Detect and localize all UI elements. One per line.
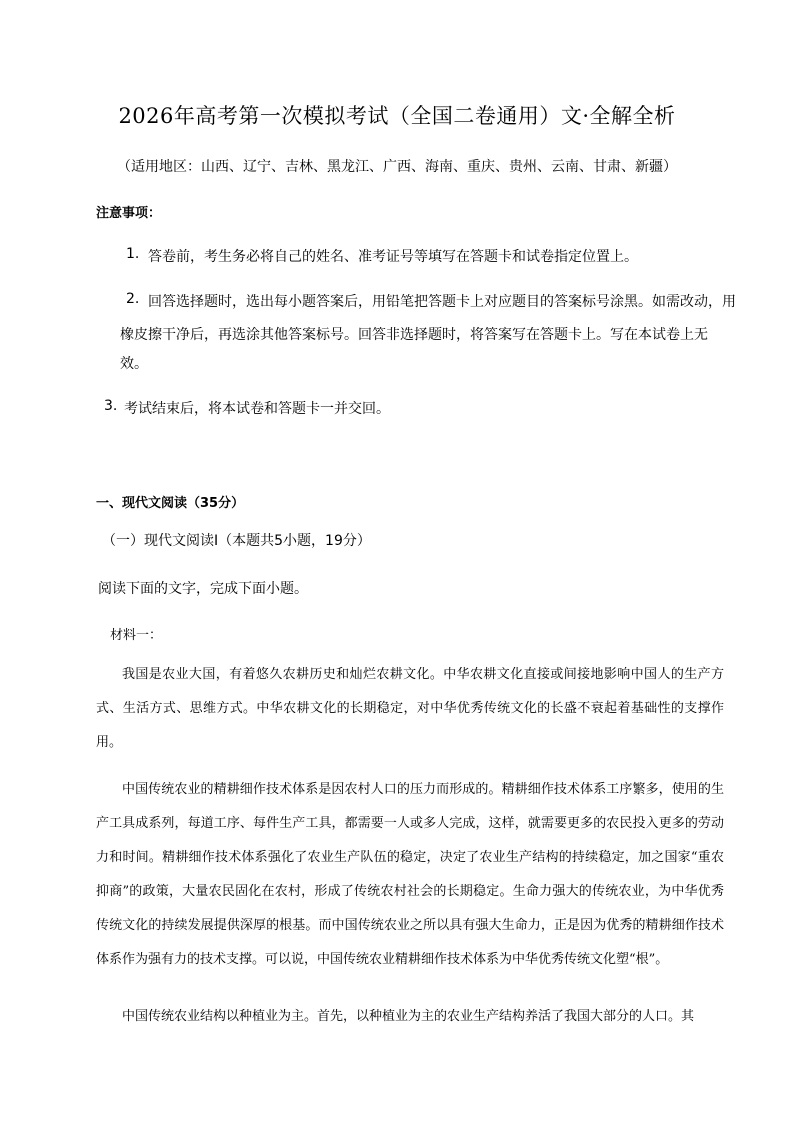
reading-instruction: 阅读下面的文字，完成下面小题。 <box>98 581 308 597</box>
material-paragraph-3: 中国传统农业结构以种植业为主。首先，以种植业为主的农业生产结构养活了我国大部分的人口。其 <box>122 1009 695 1024</box>
notice-item-3-text: 考试结束后，将本试卷和答题卡一并交回。 <box>124 401 390 417</box>
notice-item-2-text-line2: 橡皮擦干净后，再选涂其他答案标号。回答非选择题时，将答案写在答题卡上。写在本试卷上无 <box>120 327 708 343</box>
notice-item-1-number: 1. <box>126 246 140 262</box>
material-paragraph-2: 中国传统农业的精耕细作技术体系是因农村人口的压力而形成的。精耕细作技术体系工序繁多，使用的生产工具成系列，每道工序、每件生产工具，都需要一人或多人完成，这样，就需要更多的农民投入更多的劳动力和时间。精耕细作技术体系强化了农业生产队伍的稳定，决定了农业生产结构的持续稳定，加之国家“重农抑商”的政策，大量农民固化在农村，形成了传统农村社会的长期稳定。生命力强大的传统农业，为中华优秀传统文化的持续发展提供深厚的根基。而中国传统农业之所以具有强大生命力，正是因为优秀的精耕细作技术体系作为强有力的技术支撑。可以说，中国传统农业精耕细作技术体系为中华优秀传统文化塑“根”。 <box>96 782 724 967</box>
material-paragraph-1: 我国是农业大国，有着悠久农耕历史和灿烂农耕文化。中华农耕文化直接或间接地影响中国人的生产方式、生活方式、思维方式。中华农耕文化的长期稳定，对中华优秀传统文化的长盛不衰起着基础性的支撑作用。 <box>96 667 724 750</box>
notice-item-2-text-line1: 回答选择题时，选出每小题答案后，用铅笔把答题卡上对应题目的答案标号涂黑。如需改动，用 <box>148 294 736 310</box>
section-sub-heading: （一）现代文阅读Ⅰ（本题共5小题，19分） <box>102 533 371 549</box>
notice-item-3-number: 3. <box>104 398 118 414</box>
notice-heading: 注意事项： <box>96 206 162 221</box>
exam-title: 2026年高考第一次模拟考试（全国二卷通用）文·全解全析 <box>118 104 676 128</box>
notice-item-2-number: 2. <box>126 291 140 307</box>
section-heading: 一、现代文阅读（35分） <box>96 496 245 511</box>
material-label: 材料一： <box>110 628 163 643</box>
applicable-regions: （适用地区：山西、辽宁、吉林、黑龙江、广西、海南、重庆、贵州、云南、甘肃、新疆） <box>117 159 677 175</box>
notice-item-1-text: 答卷前，考生务必将自己的姓名、准考证号等填写在答题卡和试卷指定位置上。 <box>148 249 638 265</box>
notice-item-2-text-line3: 效。 <box>120 356 148 372</box>
